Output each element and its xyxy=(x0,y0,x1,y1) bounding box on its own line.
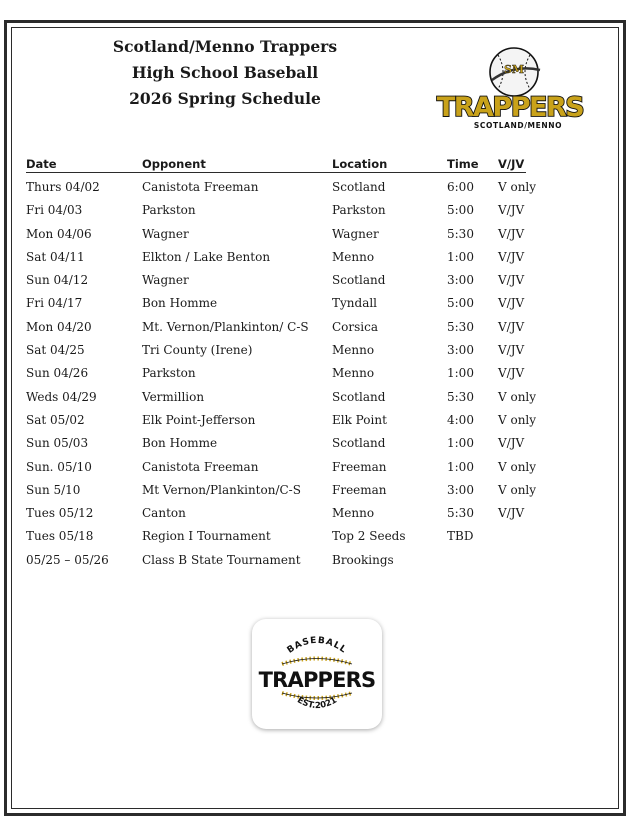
schedule-table xyxy=(26,180,586,576)
schedule-title xyxy=(100,34,350,112)
game-opponent: Parkston xyxy=(142,366,196,381)
game-level: V/JV xyxy=(498,296,525,311)
header-location: Location xyxy=(332,157,388,171)
game-location: Parkston xyxy=(332,203,386,218)
game-location: Tyndall xyxy=(332,296,378,311)
schedule-row xyxy=(26,227,586,250)
game-opponent: Mt Vernon/Plankinton/C-S xyxy=(142,482,301,497)
game-level: V/JV xyxy=(498,506,525,521)
header-date: Date xyxy=(26,157,57,171)
game-time: 3:00 xyxy=(447,343,474,358)
logo-bottom-wordmark: TRAPPERS xyxy=(258,668,376,692)
game-date: Sat 04/25 xyxy=(26,343,85,358)
game-level: V/JV xyxy=(498,203,525,218)
game-location: Scotland xyxy=(332,389,386,404)
game-location: Corsica xyxy=(332,319,379,334)
game-opponent: Canton xyxy=(142,506,186,521)
schedule-row xyxy=(26,366,586,389)
game-level: V only xyxy=(498,459,537,474)
game-time: 5:30 xyxy=(447,506,474,521)
logo-est-text: EST.2021 xyxy=(295,695,339,712)
schedule-row xyxy=(26,273,586,296)
game-time: 1:00 xyxy=(447,436,474,451)
game-date: Thurs 04/02 xyxy=(26,180,100,194)
schedule-row xyxy=(26,483,586,506)
game-date: Tues 05/12 xyxy=(26,506,94,521)
game-time: 5:00 xyxy=(447,296,474,311)
trappers-logo xyxy=(436,46,584,132)
game-location: Menno xyxy=(332,366,375,381)
game-opponent: Elk Point-Jefferson xyxy=(142,412,256,427)
logo-monogram: SM xyxy=(503,63,525,76)
logo-subtitle: SCOTLAND/MENNO xyxy=(473,121,563,130)
game-time: 5:30 xyxy=(447,226,474,241)
game-opponent: Bon Homme xyxy=(142,436,218,451)
game-time: 5:30 xyxy=(447,389,474,404)
game-level: V only xyxy=(498,389,537,404)
logo-wordmark: TRAPPERS xyxy=(436,92,584,123)
game-opponent: Canistota Freeman xyxy=(142,180,259,194)
schedule-row xyxy=(26,343,586,366)
game-date: Sat 04/11 xyxy=(26,249,85,264)
game-location: Scotland xyxy=(332,436,386,451)
game-time: 1:00 xyxy=(447,366,474,381)
schedule-row xyxy=(26,553,586,576)
schedule-row xyxy=(26,413,586,436)
game-time: 3:00 xyxy=(447,273,474,288)
schedule-row xyxy=(26,506,586,529)
game-time: 1:00 xyxy=(447,459,474,474)
game-location: Brookings xyxy=(332,552,394,567)
game-date: Weds 04/29 xyxy=(26,389,97,404)
game-location: Freeman xyxy=(332,482,387,497)
game-level: V only xyxy=(498,482,537,497)
game-opponent: Wagner xyxy=(142,226,189,241)
schedule-row xyxy=(26,296,586,319)
game-location: Top 2 Seeds xyxy=(332,529,406,544)
game-level: V/JV xyxy=(498,319,525,334)
game-opponent: Class B State Tournament xyxy=(142,552,301,567)
game-location: Menno xyxy=(332,506,375,521)
game-date: 05/25 – 05/26 xyxy=(26,552,109,567)
game-time: 6:00 xyxy=(447,180,474,194)
schedule-row xyxy=(26,460,586,483)
schedule-row xyxy=(26,203,586,226)
game-location: Freeman xyxy=(332,459,387,474)
schedule-row xyxy=(26,180,586,203)
game-opponent: Vermillion xyxy=(142,389,205,404)
game-opponent: Region I Tournament xyxy=(142,529,271,544)
schedule-row xyxy=(26,390,586,413)
game-location: Scotland xyxy=(332,180,386,194)
game-date: Fri 04/17 xyxy=(26,296,83,311)
schedule-row xyxy=(26,320,586,343)
game-level: V only xyxy=(498,180,537,194)
game-time: 3:00 xyxy=(447,482,474,497)
game-date: Sun 04/12 xyxy=(26,273,89,288)
header-opponent: Opponent xyxy=(142,157,206,171)
trappers-est-logo xyxy=(252,619,382,729)
game-date: Fri 04/03 xyxy=(26,203,83,218)
game-time: 4:00 xyxy=(447,412,474,427)
game-opponent: Wagner xyxy=(142,273,189,288)
game-opponent: Tri County (Irene) xyxy=(142,343,253,358)
game-date: Sun 05/03 xyxy=(26,436,89,451)
game-opponent: Mt. Vernon/Plankinton/ C-S xyxy=(142,319,309,334)
game-date: Mon 04/20 xyxy=(26,319,92,334)
game-time: 1:00 xyxy=(447,249,474,264)
game-time: 5:30 xyxy=(447,319,474,334)
game-level: V/JV xyxy=(498,366,525,381)
game-location: Menno xyxy=(332,249,375,264)
schedule-row xyxy=(26,250,586,273)
game-date: Sun 04/26 xyxy=(26,366,89,381)
header-underline xyxy=(26,172,526,173)
game-date: Mon 04/06 xyxy=(26,226,92,241)
game-location: Scotland xyxy=(332,273,386,288)
game-time: 5:00 xyxy=(447,203,474,218)
game-time: TBD xyxy=(447,529,474,544)
game-date: Tues 05/18 xyxy=(26,529,94,544)
game-location: Menno xyxy=(332,343,375,358)
game-level: V/JV xyxy=(498,249,525,264)
game-date: Sat 05/02 xyxy=(26,412,85,427)
logo-baseball-text: BASEBALL xyxy=(285,635,349,656)
game-level: V/JV xyxy=(498,436,525,451)
game-opponent: Canistota Freeman xyxy=(142,459,259,474)
title-line-level: High School Baseball xyxy=(131,63,319,82)
game-date: Sun. 05/10 xyxy=(26,459,92,474)
svg-text:BASEBALL xyxy=(286,636,349,656)
title-line-season: 2026 Spring Schedule xyxy=(129,89,321,108)
game-date: Sun 5/10 xyxy=(26,482,81,497)
game-level: V/JV xyxy=(498,273,525,288)
game-level: V/JV xyxy=(498,226,525,241)
game-level: V only xyxy=(498,412,537,427)
game-opponent: Bon Homme xyxy=(142,296,218,311)
game-opponent: Elkton / Lake Benton xyxy=(142,249,271,264)
schedule-row xyxy=(26,529,586,552)
game-level: V/JV xyxy=(498,343,525,358)
header-vjv: V/JV xyxy=(498,157,525,171)
game-location: Wagner xyxy=(332,226,379,241)
title-line-team: Scotland/Menno Trappers xyxy=(112,37,338,56)
header-time: Time xyxy=(447,157,479,171)
game-location: Elk Point xyxy=(332,412,387,427)
schedule-row xyxy=(26,436,586,459)
game-opponent: Parkston xyxy=(142,203,196,218)
